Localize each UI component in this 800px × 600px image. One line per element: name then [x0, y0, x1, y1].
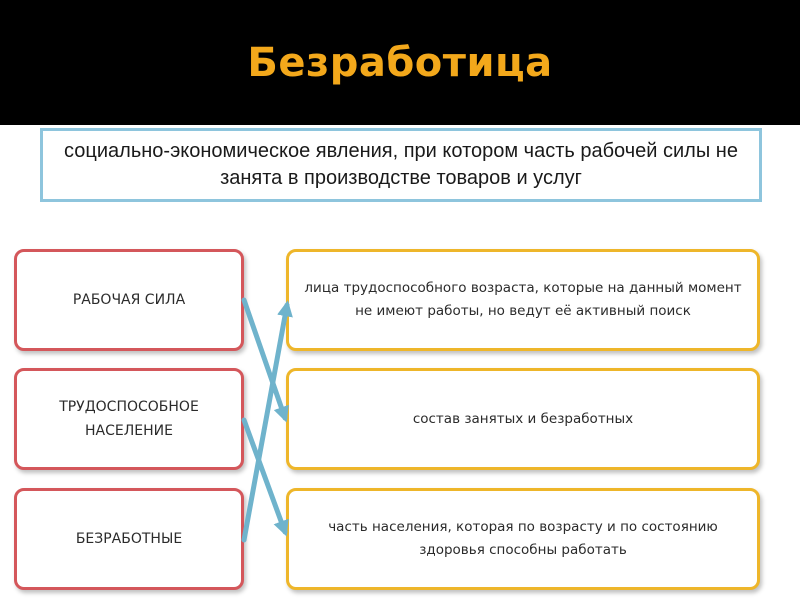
term-box-working-age-population: [14, 368, 244, 470]
slide-title: Безработица: [247, 39, 553, 86]
term-box-labor-force: [14, 249, 244, 351]
definition-box-able-to-work: [286, 488, 760, 590]
definition-label: лица трудоспособного возраста, которые на данный момент не имеют работы, но ведут её активный поиск: [304, 280, 742, 319]
definition-box-employed-and-unemployed: [286, 368, 760, 470]
definition-label: часть населения, которая по возрасту и по состоянию здоровья способны работать: [328, 519, 718, 558]
arrow-unemployed-to-job-seekers: [244, 305, 287, 540]
term-label: РАБОЧАЯ СИЛА: [72, 292, 186, 308]
term-label: ТРУДОСПОСОБНОЕ НАСЕЛЕНИЕ: [59, 399, 199, 439]
definition-label: состав занятых и безработных: [412, 410, 634, 427]
term-box-unemployed: [14, 488, 244, 590]
arrow-labor-force-to-employed-and-unemployed: [244, 300, 285, 418]
term-label: БЕЗРАБОТНЫЕ: [75, 531, 183, 547]
definition-box: [40, 128, 762, 202]
title-bar: [0, 0, 800, 125]
definition-text: социально-экономическое явления, при котором часть рабочей силы не занята в производстве товаров и услуг: [64, 140, 738, 189]
definition-box-job-seekers: [286, 249, 760, 351]
arrow-working-age-to-able-to-work: [244, 420, 285, 532]
